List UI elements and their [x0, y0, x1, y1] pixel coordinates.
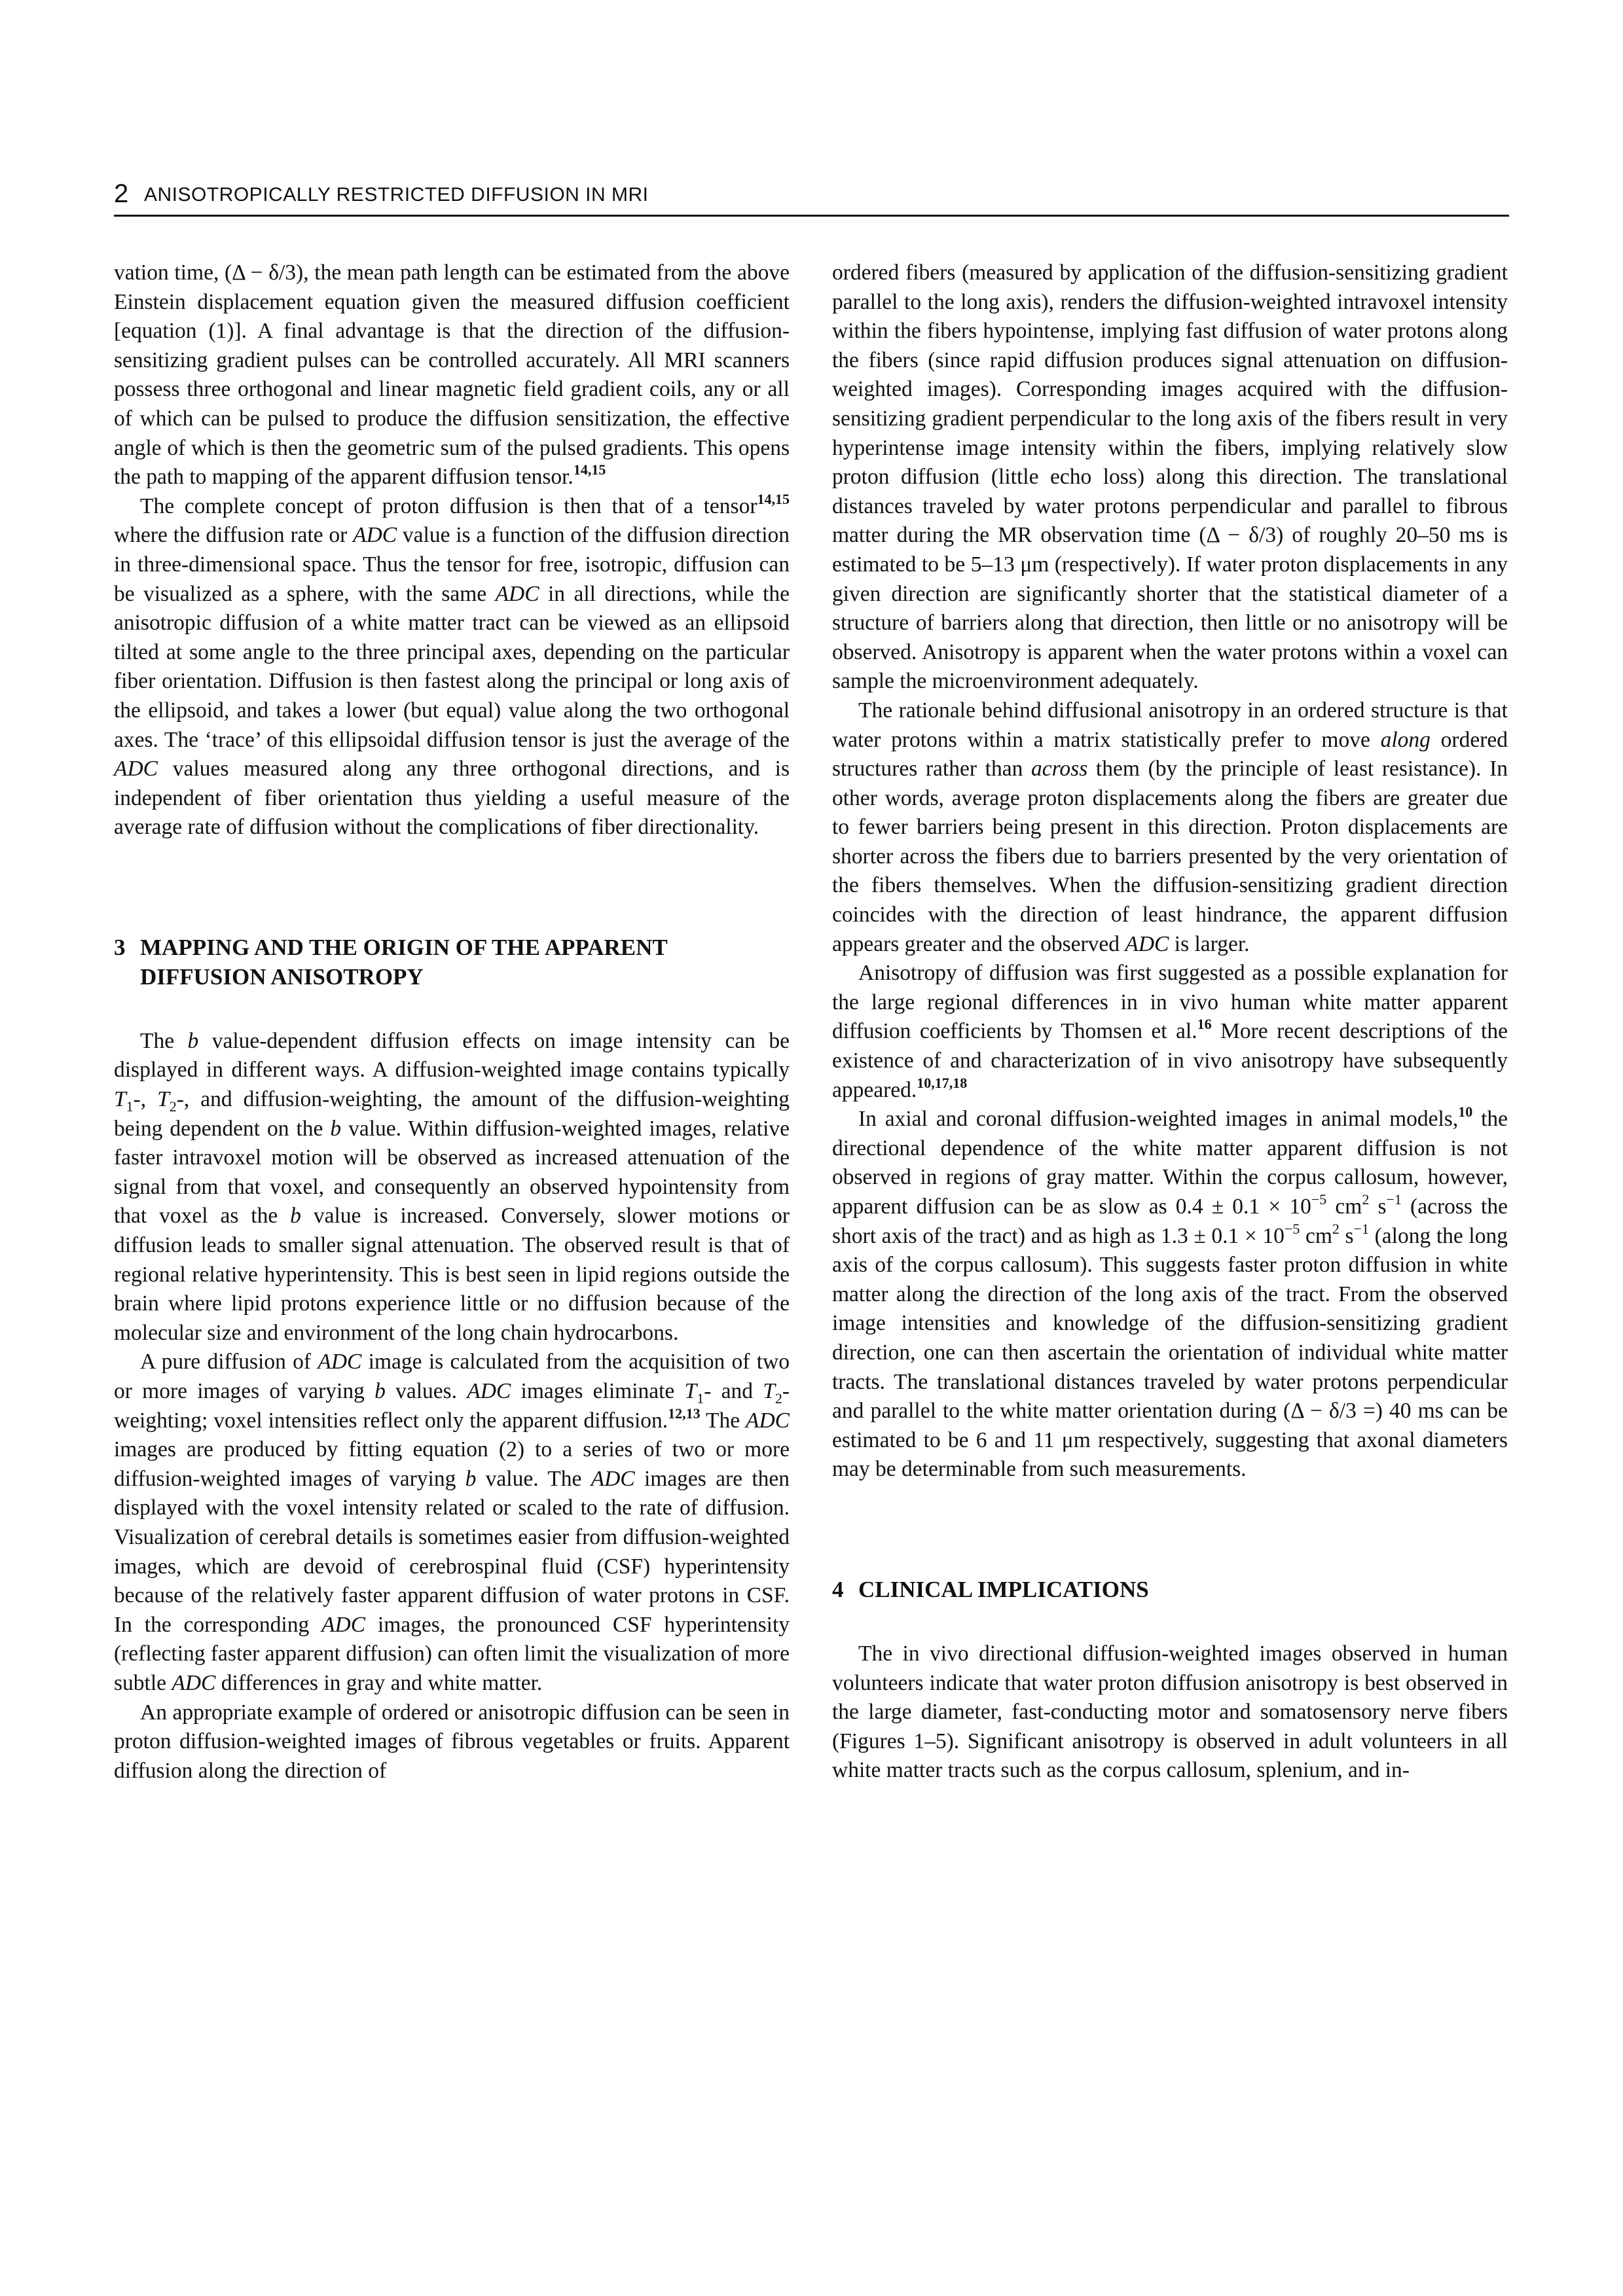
paragraph-thomsen: Anisotropy of diffusion was first suggested as a possible explanation for the large regional differences in in vivo human white matter apparent diffusion coefficients by Thomsen et al.$^{16}$ More recent descriptions of the existence of and characterization of in vivo anisotropy have subsequently appeared.$^{10,17,18}$ — [832, 961, 1508, 1102]
running-title: ANISOTROPICALLY RESTRICTED DIFFUSION IN MRI — [144, 184, 649, 206]
paragraph-ordered-fibers: ordered fibers (measured by application of the diffusion-sensitizing gradient parallel to the long axis), renders the diffusion-weighted intravoxel intensity within the fibers hypointense, implying fast diffusion of water protons along the fibers (since rapid diffusion produces signal attenuation on diffusion-weighted images). Corresponding images acquired with the diffusion-sensitizing gradient perpendicular to the long axis of the fibers result in very hyperintense image intensity within the fibers, implying relatively slow proton diffusion (little echo loss) along this direction. The translational distances traveled by water protons perpendicular and parallel to fibrous matter during the MR observation time (Δ − δ/3) of roughly 20–50 ms is estimated to be 5–13 μm (respectively). If water proton displacements in any given direction are significantly shorter that the statistical diameter of a structure of barriers along that direction, then little or no anisotropy will be observed. Anisotropy is apparent when the water protons within a voxel can sample the microenvironment adequately. — [832, 260, 1508, 694]
paragraph-diffusion-tensor: The complete concept of proton diffusion is then that of a tensor$^{14,15}$ where the diffusion rate or ADC value is a function of the diffusion direction in three-dimensional space. Thus the tensor for free, isotropic, diffusion can be visualized as a sphere, with the same ADC in all directions, while the anisotropic diffusion of a white matter tract can be viewed as an ellipsoid tilted at some angle to the three principal axes, depending on the particular fiber orientation. Diffusion is then fastest along the principal or long axis of the ellipsoid, and takes a lower (but equal) value along the two orthogonal axes. The ‘trace’ of this ellipsoidal diffusion tensor is just the average of the ADC values measured along any three orthogonal directions, and is independent of fiber orientation thus yielding a useful measure of the average rate of diffusion without the complications of fiber directionality. — [114, 490, 790, 840]
citation[interactable]: 10 — [1458, 1103, 1473, 1121]
paragraph-adc-image: A pure diffusion of ADC image is calculated from the acquisition of two or more images of varying b values. ADC images eliminate $T_1-$ and $T_2$-weighting; voxel intensities reflect only the apparent diffusion.$^{12,13}$ The ADC images are produced by fitting equation (2) to a series of two or more diffusion-weighted images of varying b value. The ADC images are then displayed with the voxel intensity related or scaled to the rate of diffusion. Visualization of cerebral details is sometimes easier from diffusion-weighted images, which are devoid of cerebrospinal fluid (CSF) hyperintensity because of the relatively faster apparent diffusion of water protons in CSF. In the corresponding ADC images, the pronounced CSF hyperintensity (reflecting faster apparent diffusion) can often limit the visualization of more subtle ADC differences in gray and white matter. — [114, 1350, 790, 1695]
citation[interactable]: 14,15 — [757, 490, 790, 507]
citation[interactable]: 12,13 — [668, 1405, 701, 1422]
paragraph-animal-models: In axial and coronal diffusion-weighted images in animal models,$^{10}$ the directional dependence of the white matter apparent diffusion is not observed in regions of gray matter. Within the corpus callosum, however, apparent diffusion can be as slow as $0.4 \pm 0.1 \times 10^{-5}$ $cm^2$ $s^{-1}$ (across the short axis of the tract) and as high as $1.3 \pm 0.1 \times 10^{-5}$ $cm^2$ $s^{-1}$ (along the long axis of the corpus callosum). This suggests faster proton diffusion in white matter along the direction of the long axis of the tract. From the observed image intensities and knowledge of the diffusion-sensitizing gradient direction, one can then ascertain the orientation of individual white matter tracts. The translational distances traveled by water protons perpendicular and parallel to the white matter orientation during (Δ − δ/3 =) 40 ms can be estimated to be 6 and 11 μm respectively, suggesting that axonal diameters may be determinable from such measurements. — [832, 1103, 1508, 1482]
citation[interactable]: 16 — [1197, 1016, 1212, 1033]
citation[interactable]: 14,15 — [573, 461, 606, 478]
paragraph-rationale: The rationale behind diffusional anisotropy in an ordered structure is that water protons within a matrix statistically prefer to move along ordered structures rather than across them (by the principle of least resistance). In other words, average proton displacements along the fibers are greater due to fewer barriers being present in this direction. Proton displacements are shorter across the fibers due to barriers presented by the very orientation of the fibers themselves. When the diffusion-sensitizing gradient direction coincides with the direction of least hindrance, the apparent diffusion appears greater and the observed ADC is larger. — [832, 698, 1508, 956]
running-header — [114, 175, 1509, 217]
paragraph-anisotropic-example: An appropriate example of ordered or anisotropic diffusion can be seen in proton diffusion-weighted images of fibrous vegetables or fruits. Apparent diffusion along the direction of — [114, 1700, 790, 1783]
section-heading-3: 3 MAPPING AND THE ORIGIN OF THE APPARENT DIFFUSION ANISOTROPY — [114, 934, 668, 990]
citation[interactable]: 10,17,18 — [917, 1074, 968, 1091]
right-column — [832, 259, 1508, 2248]
paragraph-b-value: The b value-dependent diffusion effects on image intensity can be displayed in different ways. A diffusion-weighted image contains typically $T_1-$, $T_2-$, and diffusion-weighting, the amount of the diffusion-weighting being dependent on the b value. Within diffusion-weighted images, relative faster intravoxel motion will be observed as increased attenuation of the signal from that voxel, and consequently an observed hypointensity from that voxel as the b value is increased. Conversely, slower motions or diffusion leads to smaller signal attenuation. The observed result is that of regional relative hyperintensity. This is best seen in lipid regions outside the brain where lipid protons experience little or no diffusion because of the molecular size and environment of the long chain hydrocarbons. — [114, 1028, 790, 1345]
paragraph-clinical: The in vivo directional diffusion-weighted images observed in human volunteers indicate that water proton diffusion anisotropy is best observed in the large diameter, fast-conducting motor and somatosensory nerve fibers (Figures 1–5). Significant anisotropy is observed in adult volunteers in all white matter tracts such as the corpus callosum, splenium, and in- — [832, 1641, 1508, 1783]
left-column — [114, 259, 790, 2248]
paragraph-continuation: vation time, (Δ − δ/3), the mean path length can be estimated from the above Einstein displacement equation given the measured diffusion coefficient [equation (1)]. A final advantage is that the direction of the diffusion-sensitizing gradient pulses can be controlled accurately. All MRI scanners possess three orthogonal and linear magnetic field gradient coils, any or all of which can be pulsed to produce the diffusion sensitization, the effective angle of which is then the geometric sum of the pulsed gradients. This opens the path to mapping of the apparent diffusion tensor.$^{14,15}$ — [114, 260, 790, 490]
page-number: 2 — [114, 179, 129, 208]
section-heading-4: 4 CLINICAL IMPLICATIONS — [832, 1576, 1149, 1602]
